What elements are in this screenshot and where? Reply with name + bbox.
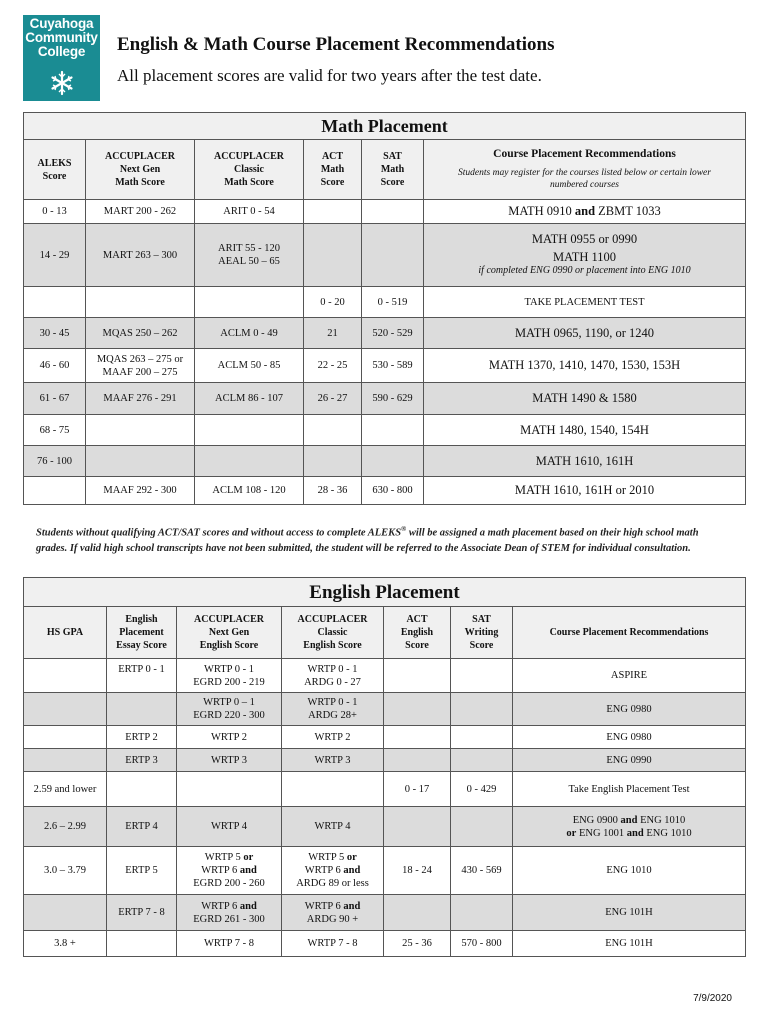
english-banner: English Placement	[24, 578, 746, 607]
footer-date: 7/9/2020	[693, 993, 732, 1004]
table-row: WRTP 0 – 1 EGRD 220 - 300 WRTP 0 - 1 ARDG 28+ ENG 0980	[24, 693, 746, 726]
logo-line-1: Cuyahoga	[29, 16, 94, 31]
english-placement-table	[23, 577, 746, 957]
table-row: ERTP 7 - 8 WRTP 6 and EGRD 261 - 300 WRTP 6 and ARDG 90 + ENG 101H	[24, 895, 746, 931]
math-header-accuplacer-next: ACCUPLACER Next Gen Math Score	[86, 140, 195, 200]
table-row: 46 - 60 MQAS 263 – 275 or MAAF 200 – 275 ACLM 50 - 85 22 - 25 530 - 589 MATH 1370, 1410, 1470, 1530, 153H	[24, 349, 746, 383]
english-header-accuplacer-next: ACCUPLACER Next Gen English Score	[177, 607, 282, 659]
english-header-sat: SAT Writing Score	[451, 607, 513, 659]
table-row: ERTP 0 - 1 WRTP 0 - 1 EGRD 200 - 219 WRTP 0 - 1 ARDG 0 - 27 ASPIRE	[24, 659, 746, 693]
table-row: 76 - 100 MATH 1610, 161H	[24, 446, 746, 477]
table-row: 0 - 20 0 - 519 TAKE PLACEMENT TEST	[24, 287, 746, 318]
table-row: 3.0 – 3.79 ERTP 5 WRTP 5 or WRTP 6 and EGRD 200 - 260 WRTP 5 or WRTP 6 and ARDG 89 or less 18 - 24 430 - 569 ENG 1010	[24, 847, 746, 895]
math-header-accuplacer-classic: ACCUPLACER Classic Math Score	[195, 140, 304, 200]
page-title: English & Math Course Placement Recommendations	[117, 34, 555, 55]
math-header-recommendations: Course Placement Recommendations Students may register for the courses listed below or certain lower numbered courses	[424, 140, 746, 200]
logo-line-2: Community	[25, 30, 98, 45]
table-row: 0 - 13 MART 200 - 262 ARIT 0 - 54 MATH 0910 and ZBMT 1033	[24, 200, 746, 224]
table-row: ERTP 3 WRTP 3 WRTP 3 ENG 0990	[24, 749, 746, 772]
table-row: ERTP 2 WRTP 2 WRTP 2 ENG 0980	[24, 726, 746, 749]
table-row: 3.8 + WRTP 7 - 8 WRTP 7 - 8 25 - 36 570 - 800 ENG 101H	[24, 931, 746, 957]
english-header-accuplacer-classic: ACCUPLACER Classic English Score	[282, 607, 384, 659]
math-banner: Math Placement	[24, 113, 746, 140]
page-subtitle: All placement scores are valid for two years after the test date.	[117, 66, 542, 85]
english-header-act: ACT English Score	[384, 607, 451, 659]
logo-line-3: College	[37, 44, 86, 59]
math-footnote: Students without qualifying ACT/SAT scores and without access to complete ALEKS® will be assigned a math placement based on their high school math grades. If valid high school transcripts have not been submitted, the student will be referred to the Associate Dean of STEM for individual consultation.	[36, 525, 699, 554]
math-header-aleks: ALEKS Score	[24, 140, 86, 200]
math-header-sat: SAT Math Score	[362, 140, 424, 200]
math-header-act: ACT Math Score	[304, 140, 362, 200]
table-row: 68 - 75 MATH 1480, 1540, 154H	[24, 415, 746, 446]
english-header-essay: English Placement Essay Score	[107, 607, 177, 659]
table-row: 61 - 67 MAAF 276 - 291 ACLM 86 - 107 26 - 27 590 - 629 MATH 1490 & 1580	[24, 383, 746, 415]
table-row: 2.59 and lower 0 - 17 0 - 429 Take English Placement Test	[24, 772, 746, 807]
snowflake-icon	[49, 70, 75, 96]
table-row: MAAF 292 - 300 ACLM 108 - 120 28 - 36 630 - 800 MATH 1610, 161H or 2010	[24, 477, 746, 505]
table-row: 2.6 – 2.99 ERTP 4 WRTP 4 WRTP 4 ENG 0900 and ENG 1010 or ENG 1001 and ENG 1010	[24, 807, 746, 847]
college-logo	[23, 15, 100, 101]
english-header-recommendations: Course Placement Recommendations	[513, 607, 746, 659]
table-row: 30 - 45 MQAS 250 – 262 ACLM 0 - 49 21 520 - 529 MATH 0965, 1190, or 1240	[24, 318, 746, 349]
math-placement-table	[23, 112, 746, 505]
english-header-gpa: HS GPA	[24, 607, 107, 659]
table-row: 14 - 29 MART 263 – 300 ARIT 55 - 120 AEAL 50 – 65 MATH 0955 or 0990 MATH 1100 if completed ENG 0990 or placement into ENG 1010	[24, 224, 746, 287]
